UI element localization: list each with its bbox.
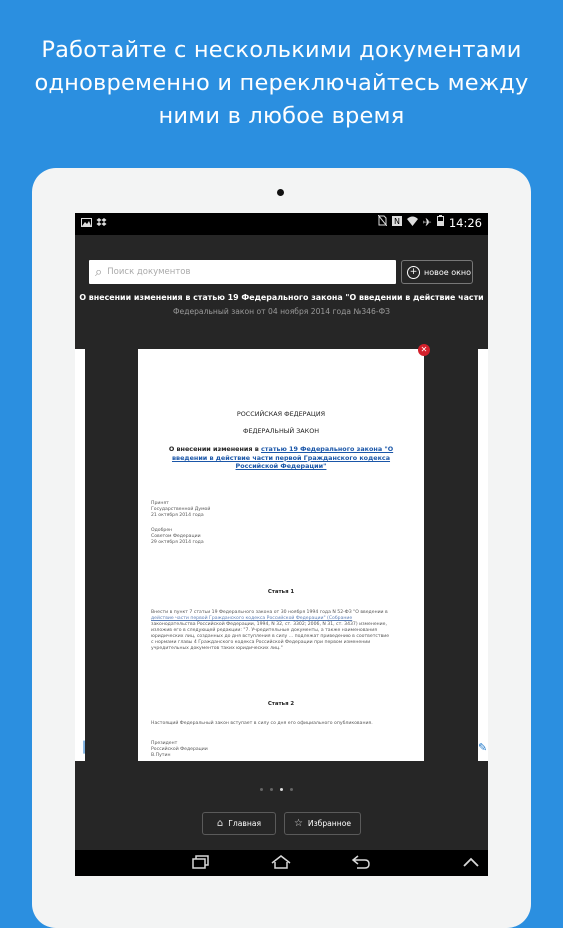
search-icon: ⌕ <box>95 264 103 280</box>
home-button-label: Главная <box>228 819 262 828</box>
president-block <box>151 741 208 759</box>
promo-line-2: одновременно и переключайтесь между <box>34 70 529 96</box>
close-document-button[interactable] <box>418 344 430 356</box>
star-icon: ☆ <box>293 818 303 829</box>
page-indicator <box>260 788 293 791</box>
search-input[interactable] <box>107 267 357 277</box>
article-1-heading: Статья 1 <box>267 589 295 595</box>
article-1-line: изложив его в следующей редакции: "7. Учредительные документы, а также наименования <box>151 628 377 633</box>
back-icon[interactable] <box>351 854 371 874</box>
top-bar <box>75 235 488 340</box>
home-button[interactable] <box>202 812 276 835</box>
tablet-camera <box>277 189 284 196</box>
document-page[interactable] <box>138 345 428 761</box>
document-subtitle: Федеральный закон от 04 ноября 2014 года №346-ФЗ <box>172 307 390 316</box>
document-title: О внесении изменения в статью 19 Федерального закона "О введении в действие части <box>79 293 484 302</box>
promo-line-3: ними в любое время <box>158 103 405 129</box>
search-box[interactable] <box>89 260 396 284</box>
airplane-icon: ✈ <box>422 215 432 229</box>
promo-line-1: Работайте с несколькими документами <box>41 37 522 63</box>
new-window-label: новое окно <box>424 267 472 277</box>
approved-line: 29 октября 2014 года <box>151 540 204 545</box>
page-law-title <box>138 445 424 471</box>
article-2-heading: Статья 2 <box>267 701 295 707</box>
page-dot[interactable] <box>290 788 293 791</box>
plus-icon: + <box>407 266 420 279</box>
president-line: Президент <box>151 741 178 746</box>
article-2-text: Настоящий Федеральный закон вступает в силу со дня его официального опубликования. <box>151 721 373 726</box>
pencil-icon: ✎ <box>478 741 488 754</box>
status-bar <box>75 213 488 235</box>
law-link-russian-federation[interactable]: Российской Федерации" <box>235 462 327 470</box>
page-heading-law: ФЕДЕРАЛЬНЫЙ ЗАКОН <box>242 427 320 435</box>
previous-document-page[interactable] <box>75 349 85 761</box>
tablet-screen <box>75 213 488 876</box>
adopted-line: Принят <box>151 501 169 506</box>
approved-line: Советом Федерации <box>151 534 201 539</box>
dropbox-icon <box>96 217 107 231</box>
wifi-icon <box>407 216 418 230</box>
article-1-text <box>151 610 413 652</box>
navigation-bar <box>75 850 488 876</box>
law-title-prefix: О внесении изменения в <box>168 445 262 453</box>
president-line: Российской Федерации <box>151 747 208 752</box>
recent-apps-icon[interactable] <box>191 854 211 874</box>
law-link-article[interactable]: статью 19 Федерального закона "О <box>261 445 394 453</box>
page-heading-country: РОССИЙСКАЯ ФЕДЕРАЦИЯ <box>236 410 326 418</box>
new-window-button[interactable] <box>401 260 473 284</box>
battery-icon <box>437 215 444 230</box>
approved-block <box>151 528 204 546</box>
adopted-block <box>151 501 210 519</box>
home-icon: ⌂ <box>216 818 224 829</box>
article-1-line: законодательства Российской Федерации, 1994, N 32, ст. 3302; 2006, N 31, ст. 3437) изменение, <box>151 622 387 627</box>
article-1-link-line[interactable]: действие части первой Гражданского кодекса Российской Федерации" (Собрание <box>151 616 353 621</box>
approved-line: Одобрен <box>151 528 173 533</box>
page-dot-active[interactable] <box>280 788 283 791</box>
status-time: 14:26 <box>448 215 482 230</box>
page-dot[interactable] <box>260 788 263 791</box>
image-icon <box>81 217 92 231</box>
article-1-line: юридических лиц, созданных до дня вступления в силу ... подлежат приведению в соответствие <box>151 634 390 639</box>
collapse-icon[interactable] <box>462 854 480 874</box>
article-1-line: Внести в пункт 7 статьи 19 Федерального закона от 30 ноября 1994 года N 52-ФЗ "О введении в <box>151 610 388 615</box>
svg-text:N: N <box>393 216 400 226</box>
favorites-button-label: Избранное <box>307 819 352 828</box>
page-dot[interactable] <box>270 788 273 791</box>
promo-text <box>0 34 563 133</box>
adopted-line: 21 октября 2014 года <box>151 513 204 518</box>
article-1-line: учредительных документов таких юридических лиц." <box>151 646 283 651</box>
law-link-introduction[interactable]: введении в действие части первой Гражданского кодекса <box>171 453 391 462</box>
favorites-button[interactable] <box>284 812 361 835</box>
close-icon: ✕ <box>420 345 428 354</box>
next-document-page[interactable] <box>478 349 488 761</box>
signal-icon <box>392 216 402 230</box>
adopted-line: Государственной Думой <box>151 507 211 512</box>
no-sim-icon <box>378 215 387 230</box>
article-1-line: с нормами главы 4 Гражданского кодекса Российской Федерации при первом изменении <box>151 640 371 645</box>
president-line: В.Путин <box>151 753 171 758</box>
home-icon[interactable] <box>270 854 292 874</box>
edge-marker-icon: ▕ <box>76 741 85 754</box>
